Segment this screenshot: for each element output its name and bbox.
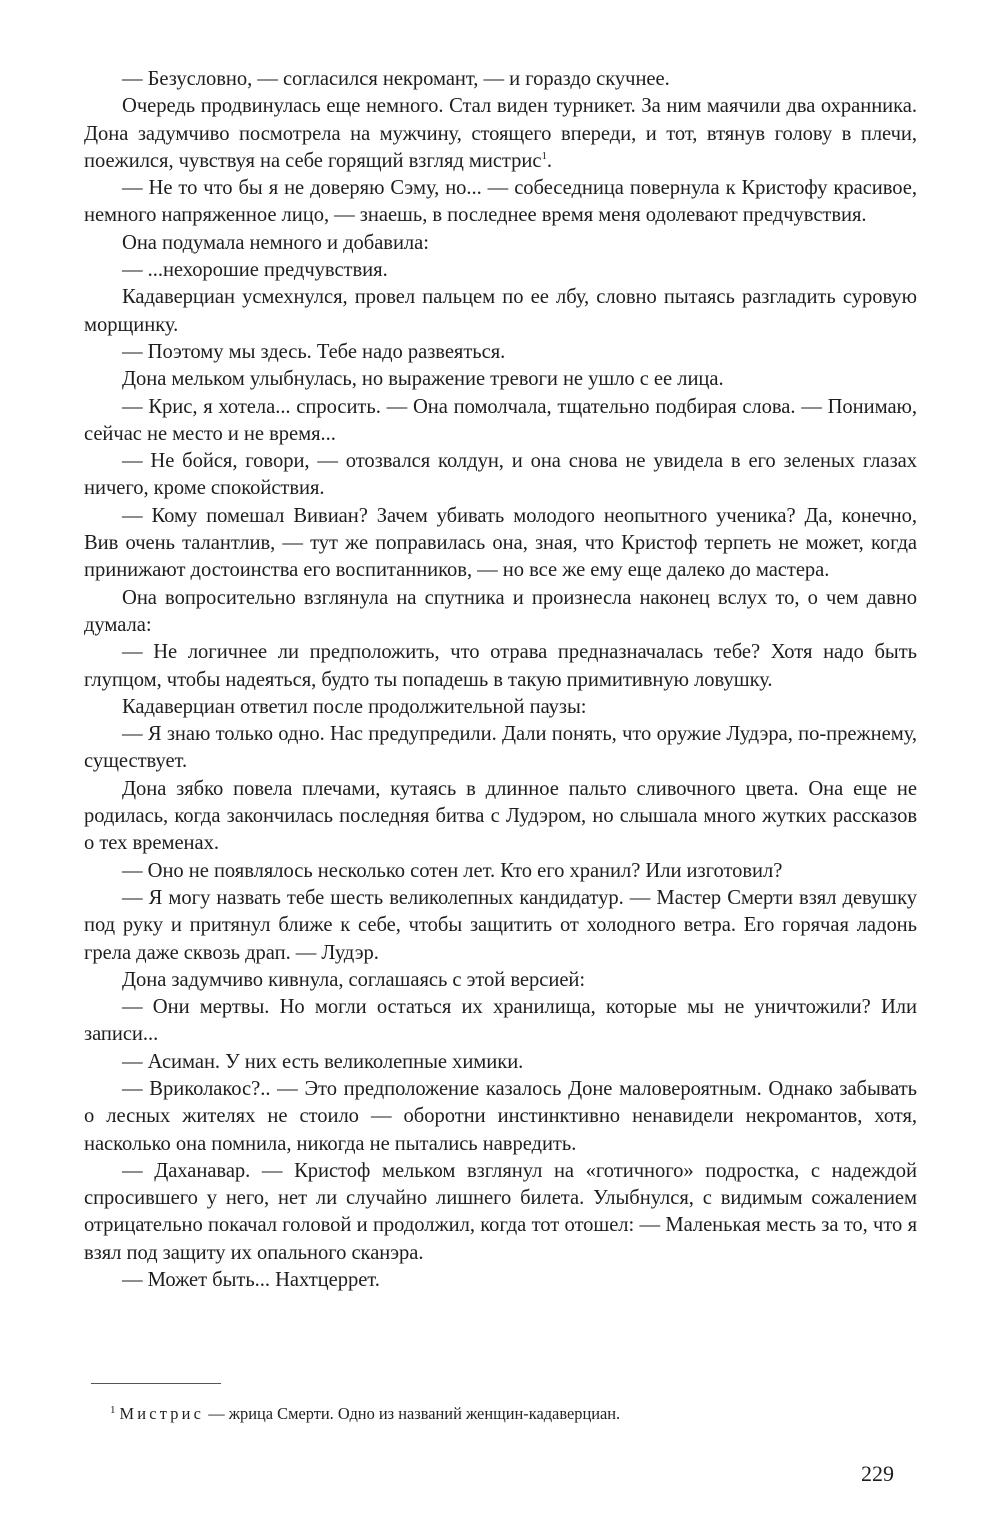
paragraph-7: — Поэтому мы здесь. Тебе надо развеяться. — [122, 340, 506, 363]
paragraph-16: Дона зябко повела плечами, кутаясь в длинное пальто сливочного цвета. Она еще не родилась, когда закончилась последняя битва с Лудэром, но слышала много жутких рассказов о тех временах. — [84, 777, 917, 855]
paragraph-3: — Не то что бы я не доверяю Сэму, но... — собеседница повернула к Кристофу красивое, немного напряженное лицо, — знаешь, в последнее время меня одолевают предчувствия. — [84, 177, 917, 227]
paragraph-6: Кадаверциан усмехнулся, провел пальцем по ее лбу, словно пытаясь разгладить суровую морщинку. — [84, 286, 917, 336]
page-number: 229 — [861, 1461, 894, 1486]
paragraph-2-text: Очередь продвинулась еще немного. Стал виден турникет. За ним маячили два охранника. Дона задумчиво посмотрела на мужчину, стоящего впереди, и тот, втянув голову в плечи, поежился, чувствуя на себе горящий взгляд мистрис — [84, 95, 917, 172]
page-body — [84, 66, 917, 1294]
paragraph-18: — Я могу назвать тебе шесть великолепных кандидатур. — Мастер Смерти взял девушку под руку и притянул ближе к себе, чтобы защитить от холодного ветра. Его горячая ладонь грела даже сквозь драп. — Лудэр. — [84, 886, 917, 964]
paragraph-22: — Вриколакос?.. — Это предположение казалось Доне маловероятным. Однако забывать о лесных жителях не стоило — оборотни инстинктивно ненавидели некромантов, хотя, насколько она помнила, никогда не пытались навредить. — [84, 1077, 917, 1155]
paragraph-12: Она вопросительно взглянула на спутника и произнесла наконец вслух то, о чем давно думала: — [84, 586, 917, 636]
paragraph-2: Очередь продвинулась еще немного. Стал виден турникет. За ним маячили два охранника. Дона задумчиво посмотрела на мужчину, стоящего впереди, и тот, втянув голову в плечи, поежился, чувствуя на себе горящий взгляд мистрис$^1$. — [84, 95, 917, 172]
paragraph-1: — Безусловно, — согласился некромант, — и гораздо скучнее. — [122, 68, 670, 90]
paragraph-4: Она подумала немного и добавила: — [122, 231, 429, 254]
paragraph-13: — Не логичнее ли предположить, что отрава предназначалась тебе? Хотя надо быть глупцом, чтобы надеяться, будто ты попадешь в такую примитивную ловушку. — [84, 641, 917, 691]
paragraph-20: — Они мертвы. Но могли остаться их хранилища, которые мы не уничтожили? Или записи... — [84, 996, 917, 1046]
paragraph-5: — ...нехорошие предчувствия. — [122, 259, 388, 282]
paragraph-19: Дона задумчиво кивнула, соглашаясь с этой версией: — [122, 968, 586, 991]
paragraph-24: — Может быть... Нахтцеррет. — [122, 1269, 380, 1292]
paragraph-23: — Даханавар. — Кристоф мельком взглянул на «готичного» подростка, с надеждой спросившего у него, нет ли случайно лишнего билета. Улыбнулся, с видимым сожалением отрицательно покачал головой и продолжил, когда тот отошел: — Маленькая месть за то, что я взял под защиту их опального сканэра. — [84, 1159, 917, 1264]
paragraph-15: — Я знаю только одно. Нас предупредили. Дали понять, что оружие Лудэра, по-прежнему, существует. — [84, 723, 917, 773]
paragraph-17: — Оно не появлялось несколько сотен лет. Кто его хранил? Или изготовил? — [122, 859, 783, 882]
footnote-reference: 1 — [541, 150, 547, 163]
paragraph-21: — Асиман. У них есть великолепные химики. — [122, 1050, 524, 1073]
paragraph-10: — Не бойся, говори, — отозвался колдун, и она снова не увидела в его зеленых глазах ничего, кроме спокойствия. — [84, 450, 917, 500]
footnote-term: Мистрис — [119, 1404, 205, 1423]
paragraph-14: Кадаверциан ответил после продолжительной паузы: — [122, 695, 587, 718]
footnote-divider — [91, 1383, 221, 1384]
footnote-marker: 1 — [110, 1403, 116, 1416]
paragraph-9: — Крис, я хотела... спросить. — Она помолчала, тщательно подбирая слова. — Понимаю, сейчас не место и не время... — [84, 395, 917, 445]
footnote — [110, 1404, 890, 1424]
paragraph-8: Дона мельком улыбнулась, но выражение тревоги не ушло с ее лица. — [122, 368, 724, 391]
footnote-text: — жрица Смерти. Одно из названий женщин-кадаверциан. — [204, 1404, 621, 1423]
paragraph-11: — Кому помешал Вивиан? Зачем убивать молодого неопытного ученика? Да, конечно, Вив очень талантлив, — тут же поправилась она, зная, что Кристоф терпеть не может, когда принижают достоинства его воспитанников, — но все же ему еще далеко до мастера. — [84, 504, 917, 582]
